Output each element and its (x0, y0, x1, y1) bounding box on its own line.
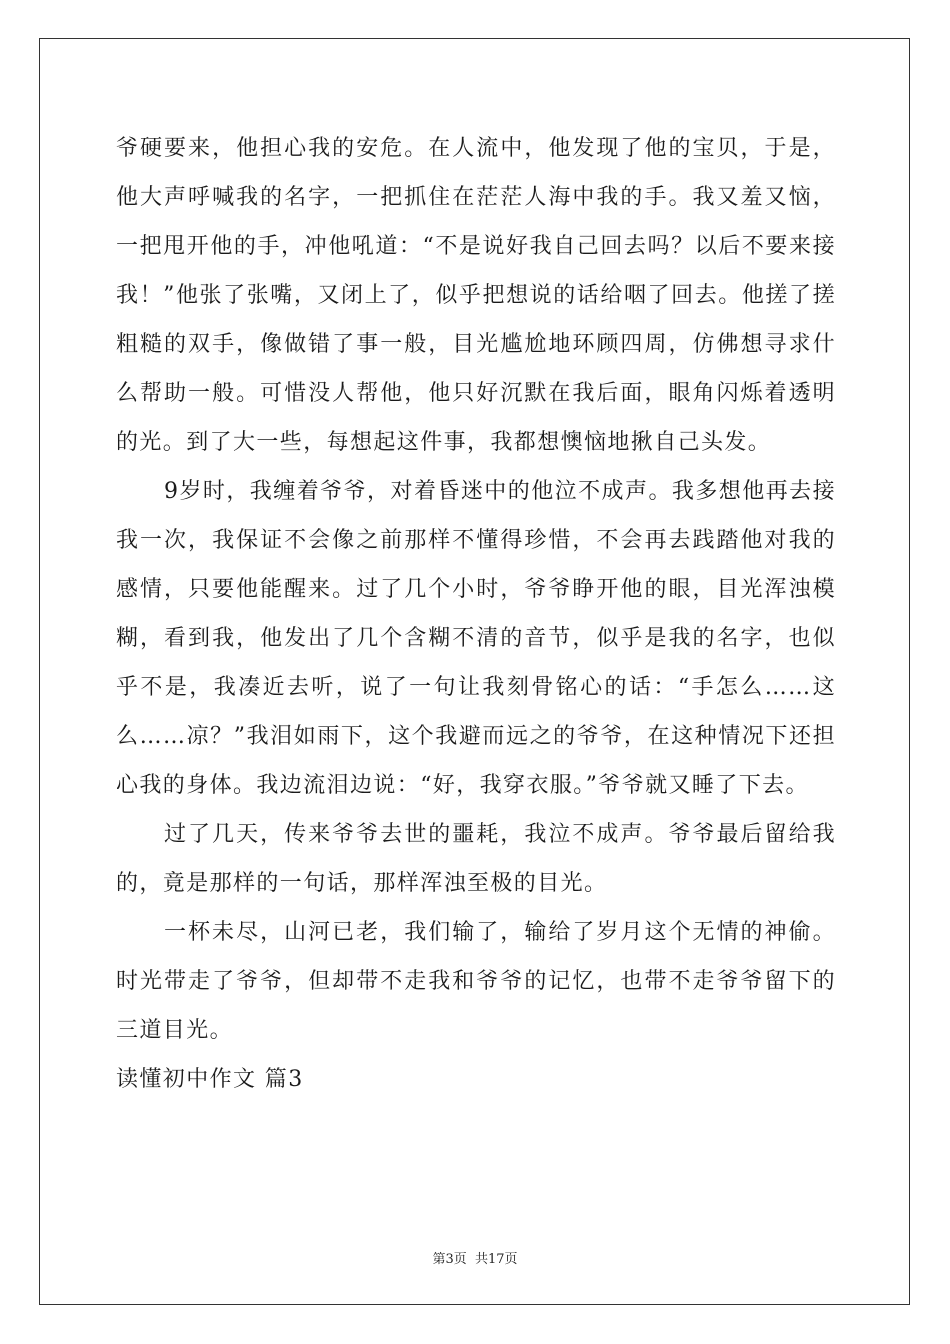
document-body (116, 124, 836, 1104)
page-number: 第3页 (432, 1252, 467, 1267)
paragraph-1: 爷硬要来，他担心我的安危。在人流中，他发现了他的宝贝，于是，他大声呼喊我的名字，一把抓住在茫茫人海中我的手。我又羞又恼，一把甩开他的手，冲他吼道：“不是说好我自己回去吗？以后不要来接我！”他张了张嘴，又闭上了，似乎把想说的话给咽了回去。他搓了搓粗糙的双手，像做错了事一般，目光尴尬地环顾四周，仿佛想寻求什么帮助一般。可惜没人帮他，他只好沉默在我后面，眼角闪烁着透明的光。到了大一些，每想起这件事，我都想懊恼地揪自己头发。 (116, 136, 836, 455)
paragraph-2: 9岁时，我缠着爷爷，对着昏迷中的他泣不成声。我多想他再去接我一次，我保证不会像之前那样不懂得珍惜，不会再去践踏他对我的感情，只要他能醒来。过了几个小时，爷爷睁开他的眼，目光浑浊模糊，看到我，他发出了几个含糊不清的音节，似乎是我的名字，也似乎不是，我凑近去听，说了一句让我刻骨铭心的话：“手怎么……这么……凉？”我泪如雨下，这个我避而远之的爷爷，在这种情况下还担心我的身体。我边流泪边说：“好，我穿衣服。”爷爷就又睡了下去。 (116, 479, 836, 798)
paragraph-4: 一杯未尽，山河已老，我们输了，输给了岁月这个无情的神偷。时光带走了爷爷，但却带不走我和爷爷的记忆，也带不走爷爷留下的三道目光。 (116, 920, 836, 1043)
page-total: 共17页 (474, 1252, 518, 1267)
page-footer (0, 1248, 950, 1267)
section-heading: 读懂初中作文 篇3 (116, 1067, 304, 1092)
paragraph-3: 过了几天，传来爷爷去世的噩耗，我泣不成声。爷爷最后留给我的，竟是那样的一句话，那样浑浊至极的目光。 (116, 822, 836, 896)
